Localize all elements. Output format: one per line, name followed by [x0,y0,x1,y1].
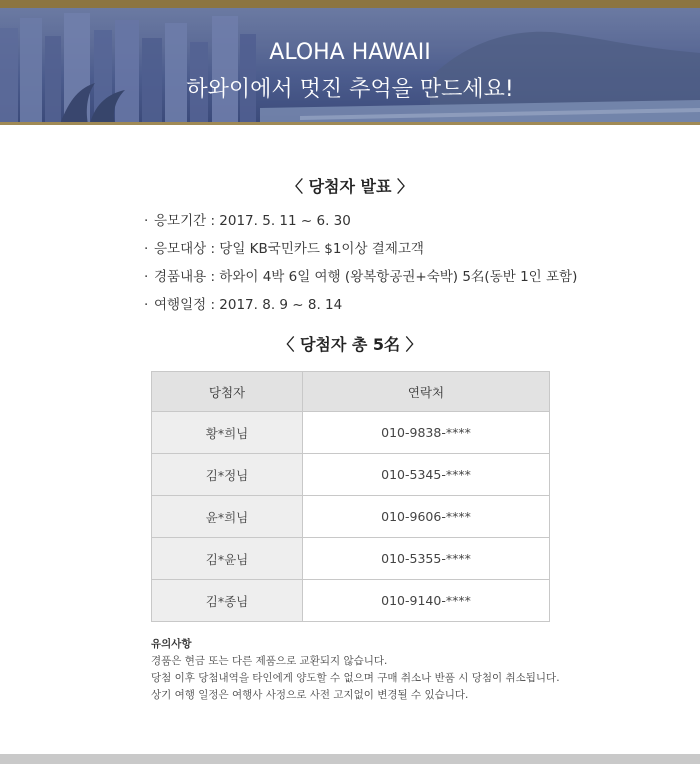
info-item-schedule: · 여행일정 : 2017. 8. 9 ~ 8. 14 [144,297,343,313]
winner-phone: 010-5355-**** [303,538,550,580]
header-winner: 당첨자 [152,372,303,412]
notice-line: 상기 여행 일정은 여행사 사정으로 사전 고지없이 변경될 수 있습니다. [151,689,469,701]
winner-name: 황*희님 [152,412,303,454]
announcement-title: 〈 당첨자 발표 〉 [287,177,413,196]
footer-gray-bar [0,754,700,764]
winner-name: 김*정님 [152,454,303,496]
winner-phone: 010-9838-**** [303,412,550,454]
header-contact: 연락처 [303,372,550,412]
top-gold-bar [0,0,700,8]
winner-name: 윤*희님 [152,496,303,538]
table-row [152,496,550,538]
winners-title: 〈 당첨자 총 5名 〉 [278,335,422,354]
event-info-list [144,210,577,322]
table-row [152,412,550,454]
winners-table [151,371,550,622]
winner-name: 김*종님 [152,580,303,622]
notice-title: 유의사항 [151,638,192,650]
winner-name: 김*윤님 [152,538,303,580]
notice-line: 당첨 이후 당첨내역을 타인에게 양도할 수 없으며 구매 취소나 반품 시 당첨이 취소됩니다. [151,672,560,684]
table-header-row [152,372,550,412]
hero-banner [0,8,700,124]
info-item-period: · 응모기간 : 2017. 5. 11 ~ 6. 30 [144,213,351,229]
winner-phone: 010-9606-**** [303,496,550,538]
banner-title-english: ALOHA HAWAII [269,40,431,65]
info-item-target: · 응모대상 : 당일 KB국민카드 $1이상 결제고객 [144,241,424,257]
banner-title-korean: 하와이에서 멋진 추억을 만드세요! [186,77,514,102]
table-row [152,580,550,622]
notice-line: 경품은 현금 또는 다른 제품으로 교환되지 않습니다. [151,655,388,667]
winner-phone: 010-9140-**** [303,580,550,622]
notice-section [151,636,560,704]
winner-phone: 010-5345-**** [303,454,550,496]
info-item-prize: · 경품내용 : 하와이 4박 6일 여행 (왕복항공권+숙박) 5名(동반 1인 포함) [144,269,578,285]
table-row [152,538,550,580]
waikiki-skyline-illustration [0,8,700,124]
table-row [152,454,550,496]
banner-gold-underline [0,122,700,125]
